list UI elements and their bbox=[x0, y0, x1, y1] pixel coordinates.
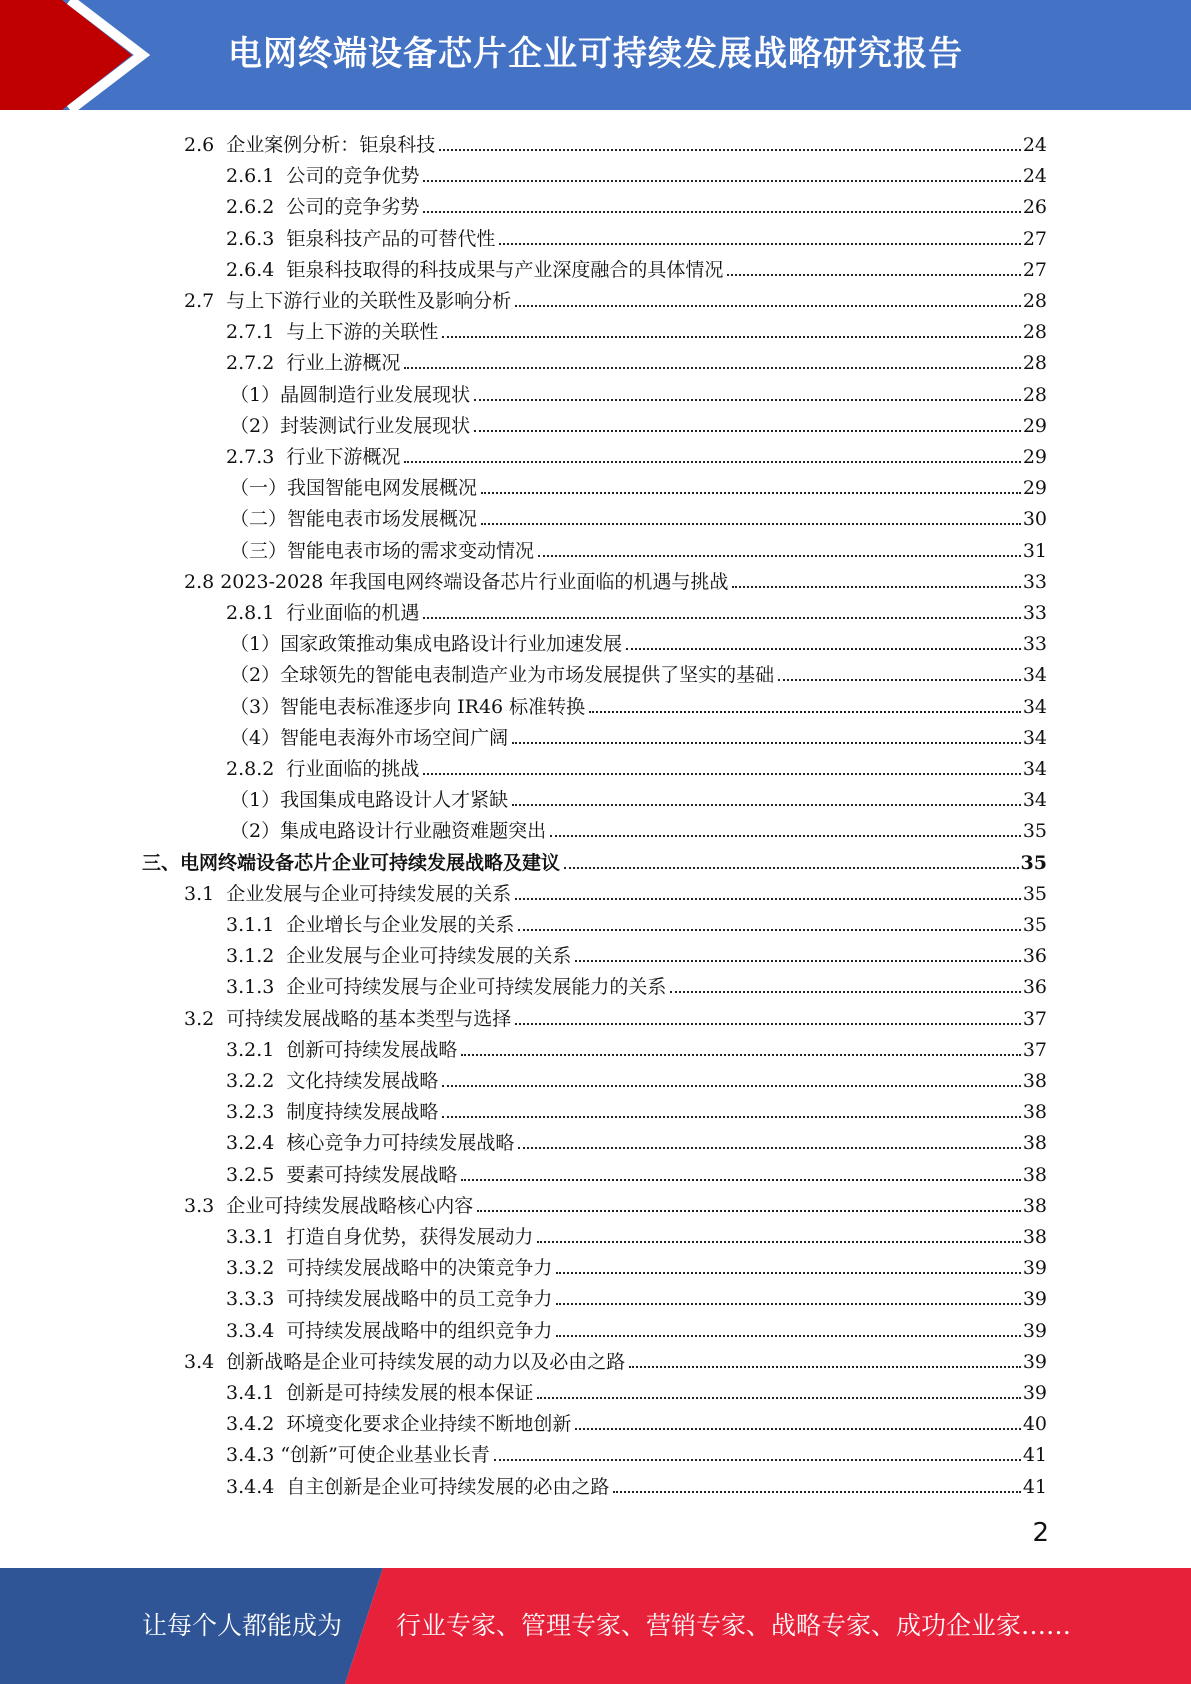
toc-dot-leader bbox=[515, 304, 1021, 307]
toc-dot-leader bbox=[423, 179, 1020, 182]
toc-dot-leader bbox=[537, 1240, 1020, 1243]
toc-entry-title: 2023-2028 年我国电网终端设备芯片行业面临的机遇与挑战 bbox=[220, 570, 729, 593]
toc-entry-page: 31 bbox=[1022, 539, 1047, 562]
toc-dot-leader bbox=[626, 647, 1021, 650]
toc-entry-page: 34 bbox=[1022, 695, 1047, 718]
toc-entry-page: 33 bbox=[1022, 633, 1047, 656]
toc-entry-number: 3.2 bbox=[184, 1007, 215, 1030]
toc-entry-title: 公司的竞争劣势 bbox=[286, 196, 420, 219]
toc-entry-page: 41 bbox=[1022, 1475, 1047, 1498]
toc-entry[interactable] bbox=[230, 689, 1047, 720]
toc-entry[interactable] bbox=[142, 845, 1047, 876]
toc-entry-page: 26 bbox=[1022, 196, 1047, 219]
toc-entry-number: 3.3.4 bbox=[226, 1319, 275, 1342]
toc-entry[interactable] bbox=[230, 657, 1047, 688]
toc-entry-title: 创新战略是企业可持续发展的动力以及必由之路 bbox=[226, 1350, 626, 1373]
toc-entry-page: 28 bbox=[1022, 290, 1047, 312]
toc-entry-page: 34 bbox=[1022, 664, 1047, 687]
toc-entry-title: 公司的竞争优势 bbox=[286, 165, 420, 188]
toc-entry-number: 3.4.1 bbox=[226, 1382, 275, 1404]
toc-dot-leader bbox=[512, 741, 1021, 744]
toc-entry-number: 2.7.3 bbox=[226, 446, 275, 468]
toc-entry[interactable] bbox=[184, 1188, 1047, 1219]
toc-entry-page: 36 bbox=[1022, 976, 1047, 999]
toc-entry-title: 行业上游概况 bbox=[286, 352, 401, 375]
toc-entry-page: 39 bbox=[1022, 1382, 1047, 1404]
toc-entry-page: 38 bbox=[1022, 1132, 1047, 1155]
toc-entry-page: 27 bbox=[1022, 258, 1047, 281]
toc-entry-title: 自主创新是企业可持续发展的必由之路 bbox=[286, 1475, 610, 1498]
toc-entry-number: 3.4 bbox=[184, 1350, 215, 1373]
toc-entry-number: 3.2.2 bbox=[226, 1070, 275, 1092]
toc-dot-leader bbox=[589, 710, 1021, 713]
toc-entry-page: 28 bbox=[1022, 352, 1047, 375]
toc-entry[interactable] bbox=[226, 189, 1047, 220]
footer-slogan-right: 行业专家、管理专家、营销专家、战略专家、成功企业家…… bbox=[396, 1611, 1072, 1640]
toc-entry[interactable] bbox=[226, 1157, 1047, 1188]
toc-entry-title: （1）晶圆制造行业发展现状 bbox=[230, 383, 471, 406]
toc-entry-page: 30 bbox=[1022, 508, 1047, 531]
toc-dot-leader bbox=[442, 1115, 1020, 1118]
toc-entry-title: 企业发展与企业可持续发展的关系 bbox=[226, 882, 512, 905]
toc-dot-leader bbox=[494, 1458, 1021, 1461]
toc-entry-page: 39 bbox=[1022, 1257, 1047, 1280]
toc-entry-title: 环境变化要求企业持续不断地创新 bbox=[286, 1413, 572, 1436]
toc-entry-page: 24 bbox=[1022, 165, 1047, 188]
toc-dot-leader bbox=[439, 148, 1021, 151]
toc-entry-title: 创新可持续发展战略 bbox=[286, 1038, 458, 1061]
toc-dot-leader bbox=[481, 491, 1021, 494]
toc-entry[interactable] bbox=[184, 283, 1047, 314]
toc-entry-page: 27 bbox=[1022, 227, 1047, 250]
toc-entry-title: 创新是可持续发展的根本保证 bbox=[286, 1382, 534, 1404]
toc-entry-page: 37 bbox=[1022, 1038, 1047, 1061]
toc-entry-number: 3.1.3 bbox=[226, 976, 275, 999]
toc-entry-page: 37 bbox=[1022, 1007, 1047, 1030]
toc-entry[interactable] bbox=[226, 158, 1047, 189]
toc-entry[interactable] bbox=[226, 1406, 1047, 1437]
toc-entry[interactable] bbox=[230, 377, 1047, 408]
toc-entry-number: 2.6.4 bbox=[226, 258, 275, 281]
toc-entry-number: 3.2.4 bbox=[226, 1132, 275, 1155]
toc-entry[interactable] bbox=[226, 1063, 1047, 1094]
toc-entry-page: 34 bbox=[1022, 726, 1047, 749]
toc-entry[interactable] bbox=[230, 813, 1047, 844]
toc-entry-number: 3.2.3 bbox=[226, 1101, 275, 1124]
toc-dot-leader bbox=[727, 273, 1020, 276]
toc-entry-page: 24 bbox=[1022, 134, 1047, 156]
toc-entry-number: 2.6.3 bbox=[226, 227, 275, 250]
toc-entry[interactable] bbox=[230, 408, 1047, 439]
toc-entry[interactable] bbox=[230, 782, 1047, 813]
toc-dot-leader bbox=[518, 1146, 1020, 1149]
toc-dot-leader bbox=[404, 460, 1020, 463]
toc-entry[interactable] bbox=[226, 1469, 1047, 1500]
toc-entry[interactable] bbox=[184, 1001, 1047, 1032]
toc-dot-leader bbox=[442, 1084, 1020, 1087]
toc-dot-leader bbox=[629, 1365, 1021, 1368]
toc-entry-title: （4）智能电表海外市场空间广阔 bbox=[230, 726, 509, 749]
toc-entry-page: 29 bbox=[1022, 477, 1047, 500]
toc-entry-number: 3.1.2 bbox=[226, 945, 275, 968]
toc-entry-title: 可持续发展战略中的决策竞争力 bbox=[286, 1257, 553, 1280]
toc-entry[interactable] bbox=[226, 314, 1047, 345]
toc-entry-page: 28 bbox=[1022, 383, 1047, 406]
toc-entry-number: 3.4.2 bbox=[226, 1413, 275, 1436]
toc-entry-number: 2.8.2 bbox=[226, 758, 275, 780]
toc-entry-number: 2.8 bbox=[184, 570, 215, 593]
toc-entry-title: 与上下游的关联性 bbox=[286, 321, 439, 344]
toc-entry-page: 38 bbox=[1022, 1226, 1047, 1248]
toc-dot-leader bbox=[556, 1334, 1020, 1337]
toc-entry-title: 要素可持续发展战略 bbox=[286, 1163, 458, 1186]
toc-entry-page: 34 bbox=[1022, 758, 1047, 780]
footer-slogan-left: 让每个人都能成为 bbox=[142, 1611, 343, 1640]
footer-banner bbox=[0, 1568, 1191, 1684]
toc-dot-leader bbox=[518, 928, 1020, 931]
toc-entry[interactable] bbox=[184, 564, 1047, 595]
toc-entry[interactable] bbox=[226, 1094, 1047, 1125]
toc-entry[interactable] bbox=[226, 1281, 1047, 1312]
toc-entry[interactable] bbox=[226, 345, 1047, 376]
document-title: 电网终端设备芯片企业可持续发展战略研究报告 bbox=[228, 34, 963, 74]
toc-entry-page: 38 bbox=[1022, 1101, 1047, 1124]
toc-entry-title: 文化持续发展战略 bbox=[286, 1070, 439, 1092]
toc-entry-page: 40 bbox=[1022, 1413, 1047, 1436]
toc-entry-page: 29 bbox=[1022, 414, 1047, 437]
toc-entry[interactable] bbox=[230, 533, 1047, 564]
toc-entry-number: 3.2.1 bbox=[226, 1038, 275, 1061]
toc-entry[interactable] bbox=[226, 938, 1047, 969]
toc-entry-number: 3.3.1 bbox=[226, 1226, 275, 1248]
toc-dot-leader bbox=[474, 429, 1021, 432]
toc-entry-page: 35 bbox=[1022, 882, 1047, 905]
toc-entry-page: 39 bbox=[1022, 1288, 1047, 1311]
toc-entry[interactable] bbox=[184, 127, 1047, 158]
toc-entry-title: （1）我国集成电路设计人才紧缺 bbox=[230, 789, 509, 812]
toc-entry-title: （2）封装测试行业发展现状 bbox=[230, 414, 471, 437]
toc-entry-title: 制度持续发展战略 bbox=[286, 1101, 439, 1124]
toc-entry-title: 可持续发展战略中的员工竞争力 bbox=[286, 1288, 553, 1311]
toc-dot-leader bbox=[512, 803, 1021, 806]
toc-entry-page: 35 bbox=[1022, 820, 1047, 843]
toc-entry-page: 36 bbox=[1022, 945, 1047, 968]
toc-dot-leader bbox=[515, 1022, 1021, 1025]
toc-entry-page: 33 bbox=[1022, 570, 1047, 593]
toc-dot-leader bbox=[575, 959, 1020, 962]
toc-entry-number: 3.1 bbox=[184, 882, 215, 905]
toc-entry-page: 39 bbox=[1022, 1319, 1047, 1342]
toc-entry[interactable] bbox=[226, 1375, 1047, 1406]
toc-entry[interactable] bbox=[226, 1250, 1047, 1281]
toc-dot-leader bbox=[481, 522, 1021, 525]
toc-entry-number: 3.3 bbox=[184, 1194, 215, 1217]
toc-entry-page: 28 bbox=[1022, 321, 1047, 344]
toc-entry[interactable] bbox=[226, 1125, 1047, 1156]
toc-entry[interactable] bbox=[226, 252, 1047, 283]
toc-entry-number: 2.7 bbox=[184, 290, 215, 312]
toc-dot-leader bbox=[477, 1209, 1021, 1212]
toc-entry-number: 2.7.1 bbox=[226, 321, 275, 344]
toc-entry-number: 2.6.2 bbox=[226, 196, 275, 219]
toc-entry-title: “创新”可使企业基业长青 bbox=[280, 1444, 490, 1467]
toc-entry-title: 可持续发展战略的基本类型与选择 bbox=[226, 1007, 512, 1030]
toc-dot-leader bbox=[538, 554, 1021, 557]
toc-dot-leader bbox=[537, 1396, 1020, 1399]
toc-entry-page: 38 bbox=[1022, 1194, 1047, 1217]
toc-entry[interactable] bbox=[184, 1344, 1047, 1375]
toc-entry-number: 3.2.5 bbox=[226, 1163, 275, 1186]
toc-entry-number: 3.3.3 bbox=[226, 1288, 275, 1311]
toc-dot-leader bbox=[575, 1427, 1020, 1430]
toc-entry-title: 企业可持续发展与企业可持续发展能力的关系 bbox=[286, 976, 667, 999]
toc-entry[interactable] bbox=[184, 876, 1047, 907]
toc-entry-title: （2）全球领先的智能电表制造产业为市场发展提供了坚实的基础 bbox=[230, 664, 775, 687]
toc-entry-page: 41 bbox=[1022, 1444, 1047, 1467]
toc-dot-leader bbox=[550, 834, 1021, 837]
toc-entry[interactable] bbox=[226, 907, 1047, 938]
toc-entry-number: 2.7.2 bbox=[226, 352, 275, 375]
toc-entry-number: 3.4.3 bbox=[226, 1444, 275, 1467]
toc-dot-leader bbox=[556, 1271, 1020, 1274]
toc-entry[interactable] bbox=[226, 969, 1047, 1000]
toc-entry-title: （三）智能电表市场的需求变动情况 bbox=[230, 539, 535, 562]
toc-entry-number: 2.6.1 bbox=[226, 165, 275, 188]
toc-entry-title: 企业案例分析：钜泉科技 bbox=[226, 134, 436, 156]
red-arrow-shape bbox=[0, 0, 132, 110]
toc-dot-leader bbox=[564, 866, 1019, 869]
toc-entry-title: （3）智能电表标准逐步向 IR46 标准转换 bbox=[230, 695, 586, 718]
toc-dot-leader bbox=[423, 210, 1020, 213]
toc-entry[interactable] bbox=[230, 720, 1047, 751]
toc-dot-leader bbox=[556, 1302, 1020, 1305]
toc-dot-leader bbox=[404, 366, 1020, 369]
toc-entry[interactable] bbox=[226, 439, 1047, 470]
toc-entry-title: 核心竞争力可持续发展战略 bbox=[286, 1132, 515, 1155]
toc-entry-title: 钜泉科技产品的可替代性 bbox=[286, 227, 496, 250]
toc-entry-number: 3.1.1 bbox=[226, 914, 275, 936]
toc-entry-page: 29 bbox=[1022, 446, 1047, 468]
toc-entry-title: 三、电网终端设备芯片企业可持续发展战略及建议 bbox=[142, 851, 561, 874]
toc-dot-leader bbox=[670, 990, 1020, 993]
toc-entry[interactable] bbox=[226, 751, 1047, 782]
toc-entry-title: 钜泉科技取得的科技成果与产业深度融合的具体情况 bbox=[286, 258, 724, 281]
toc-entry[interactable] bbox=[226, 595, 1047, 626]
toc-dot-leader bbox=[474, 398, 1021, 401]
toc-dot-leader bbox=[423, 616, 1020, 619]
toc-entry-title: （1）国家政策推动集成电路设计行业加速发展 bbox=[230, 633, 623, 656]
toc-entry-number: 2.8.1 bbox=[226, 602, 275, 624]
toc-entry-page: 34 bbox=[1022, 789, 1047, 812]
toc-entry-title: 企业可持续发展战略核心内容 bbox=[226, 1194, 474, 1217]
toc-entry-number: 2.6 bbox=[184, 134, 215, 156]
toc-entry[interactable] bbox=[230, 470, 1047, 501]
toc-entry[interactable] bbox=[230, 501, 1047, 532]
toc-entry-title: 企业增长与企业发展的关系 bbox=[286, 914, 515, 936]
toc-entry-title: （一）我国智能电网发展概况 bbox=[230, 477, 478, 500]
toc-dot-leader bbox=[442, 335, 1020, 338]
toc-entry-page: 35 bbox=[1022, 914, 1047, 936]
toc-entry-title: 行业下游概况 bbox=[286, 446, 401, 468]
toc-entry[interactable] bbox=[226, 221, 1047, 252]
toc-entry-title: 可持续发展战略中的组织竞争力 bbox=[286, 1319, 553, 1342]
toc-dot-leader bbox=[461, 1178, 1020, 1181]
toc-entry[interactable] bbox=[230, 626, 1047, 657]
toc-dot-leader bbox=[732, 585, 1020, 588]
toc-entry-title: 打造自身优势，获得发展动力 bbox=[286, 1226, 534, 1248]
header-banner bbox=[0, 0, 1191, 110]
toc-entry-title: （二）智能电表市场发展概况 bbox=[230, 508, 478, 531]
toc-dot-leader bbox=[423, 772, 1020, 775]
toc-entry-title: 行业面临的挑战 bbox=[286, 758, 420, 780]
toc-entry-page: 38 bbox=[1022, 1070, 1047, 1092]
toc-entry-title: 企业发展与企业可持续发展的关系 bbox=[286, 945, 572, 968]
toc-entry-title: 与上下游行业的关联性及影响分析 bbox=[226, 290, 512, 312]
toc-dot-leader bbox=[613, 1490, 1020, 1493]
toc-entry-number: 3.4.4 bbox=[226, 1475, 275, 1498]
toc-dot-leader bbox=[499, 242, 1020, 245]
toc-entry-page: 33 bbox=[1022, 602, 1047, 624]
toc-entry[interactable] bbox=[226, 1219, 1047, 1250]
toc-dot-leader bbox=[778, 678, 1021, 681]
toc-dot-leader bbox=[515, 897, 1021, 900]
toc-entry-number: 3.3.2 bbox=[226, 1257, 275, 1280]
toc-entry-page: 39 bbox=[1022, 1350, 1047, 1373]
toc-dot-leader bbox=[461, 1053, 1020, 1056]
toc-entry[interactable] bbox=[226, 1313, 1047, 1344]
toc-entry-title: （2）集成电路设计行业融资难题突出 bbox=[230, 820, 547, 843]
toc-entry-page: 38 bbox=[1022, 1163, 1047, 1186]
toc-entry-page: 35 bbox=[1020, 851, 1047, 874]
toc-entry-title: 行业面临的机遇 bbox=[286, 602, 420, 624]
page-number: 2 bbox=[1032, 1518, 1049, 1548]
toc-entry[interactable] bbox=[226, 1437, 1047, 1468]
toc-entry[interactable] bbox=[226, 1032, 1047, 1063]
